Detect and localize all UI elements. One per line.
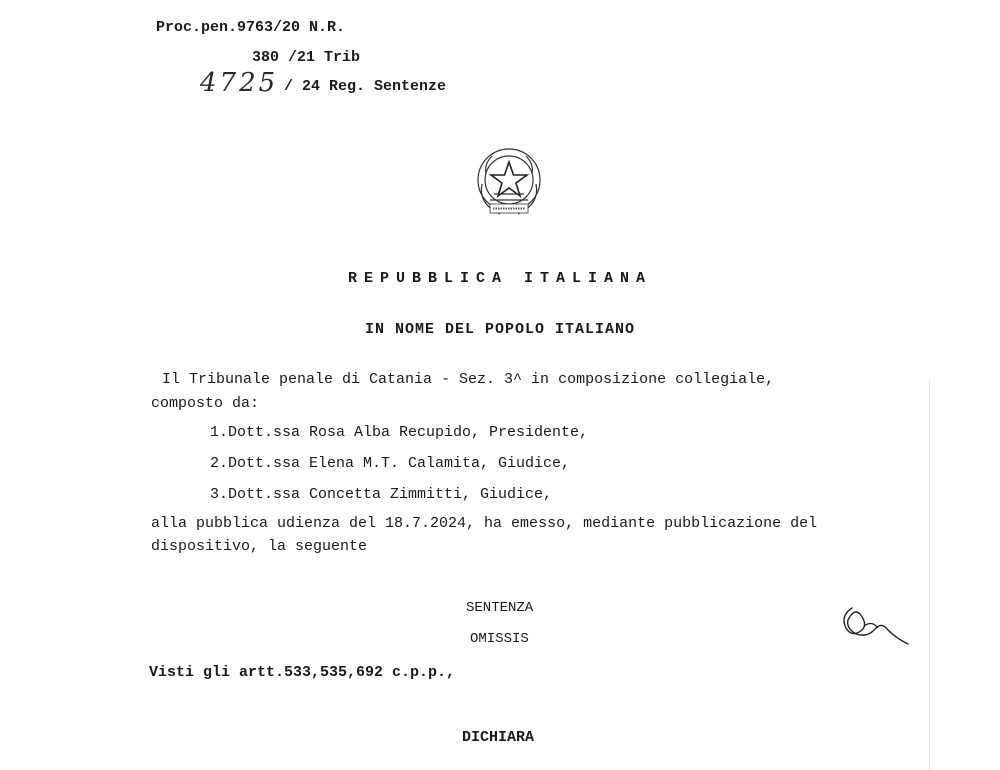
sentenza-heading: SENTENZA [466, 600, 534, 616]
in-nome-del-popolo: IN NOME DEL POPOLO ITALIANO [364, 321, 636, 338]
judge-3: 3.Dott.ssa Concetta Zimmitti, Giudice, [210, 486, 553, 503]
judge-2: 2.Dott.ssa Elena M.T. Calamita, Giudice, [210, 455, 571, 472]
intro-line-2: composto da: [151, 395, 260, 412]
dichiara: DICHIARA [462, 729, 535, 746]
republic-title: REPUBBLICA ITALIANA [347, 270, 653, 287]
italian-republic-emblem-icon [472, 144, 546, 220]
intro-line-1: Il Tribunale penale di Catania - Sez. 3^ in composizione collegiale, [162, 371, 775, 388]
reg-sentenze: / 24 Reg. Sentenze [284, 78, 447, 95]
judge-1: 1.Dott.ssa Rosa Alba Recupido, Presidente, [210, 424, 589, 441]
visti-articles: Visti gli artt.533,535,692 c.p.p., [149, 664, 456, 681]
proc-pen-number: Proc.pen.9763/20 N.R. [156, 19, 346, 36]
page-edge-divider [929, 380, 930, 770]
hearing-line-2: dispositivo, la seguente [151, 538, 368, 555]
omissis: OMISSIS [470, 631, 529, 647]
hearing-line-1: alla pubblica udienza del 18.7.2024, ha emesso, mediante pubblicazione del [151, 515, 818, 532]
trib-number: 380 /21 Trib [252, 49, 361, 66]
handwritten-reg-number: 4725 [200, 68, 279, 98]
handwritten-signature-icon [838, 598, 910, 648]
